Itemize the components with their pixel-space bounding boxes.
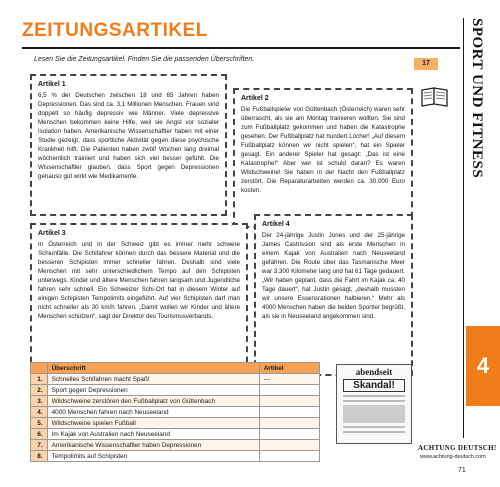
- brand-name: ACHTUNG DEUTSCH!: [418, 444, 497, 452]
- row-answer[interactable]: [259, 385, 319, 396]
- row-answer[interactable]: [259, 407, 319, 418]
- title-divider: [22, 47, 460, 49]
- table-row: [31, 440, 320, 451]
- row-answer[interactable]: [259, 451, 319, 462]
- row-answer[interactable]: [259, 418, 319, 429]
- side-divider: [463, 18, 464, 438]
- article-heading: Artikel 2: [241, 95, 269, 102]
- newspaper-text-line: [343, 400, 405, 402]
- newspaper-headline: Skandal!: [343, 379, 405, 392]
- table-row: [31, 407, 320, 418]
- row-headline: 4000 Menschen fahren nach Neuseeland: [47, 407, 259, 418]
- table-header-headline: Überschrift: [47, 363, 259, 374]
- article-text: Der 24-jährige Justin Jones und der 25-jährige James Castrission sind als erste Menschen in einem Kajak von Australien nach Neuseeland gefahren. Die Route über das Tasmanische Meer war 3.300 Kilometer lang und hat 61 Tage gedauert. „Wir haben geplant, dass die Fahrt im Kajak ca. 40 Tage dauert“, hat Justin gesagt, „deshalb mussten wir unsere Essensrationen halbieren.“ Mehr als 4000 Menschen haben die beiden Sportler begrüßt, als sie in Neuseeland angekommen sind.: [262, 232, 405, 320]
- row-answer[interactable]: ---: [259, 374, 319, 385]
- instruction-text: Lesen Sie die Zeitungsartikel. Finden Sie die passenden Überschriften.: [34, 56, 255, 63]
- brand-url: www.achtung-deutsch.com: [420, 454, 486, 460]
- article-text: In Österreich und in der Schweiz gibt es immer mehr schwere Schiunfälle. Die Schifahrer können durch das bessere Material und die besseren Schipisten immer schneller fahren. Deshalb sind viele Menschen mit sehr unterschiedlichem Tempo auf den Schipisten unterwegs. Kinder und ältere Menschen fahren langsam und Jugendliche fahren sehr schnell. Ein Schweizer Schi-Ort hat in diesem Winter auf einigen Schipisten Tempolimits eingeführt. Auf vier Schipisten darf man nicht schneller als 30 km/h fahren. „Damit wollen wir Kinder und ältere Menschen schützen“, sagt der Direktor des Tourismusverbands.: [38, 241, 240, 320]
- matching-table: [30, 362, 320, 462]
- row-headline: Schnelles Schifahren macht Spaß!: [47, 374, 259, 385]
- row-number: 5.: [31, 418, 48, 429]
- table-row: [31, 451, 320, 462]
- article-3: [30, 223, 248, 383]
- row-answer[interactable]: [259, 429, 319, 440]
- page-title: ZEITUNGSARTIKEL: [22, 20, 208, 41]
- newspaper-text-line: [343, 426, 405, 428]
- section-title: SPORT UND FITNESS: [469, 18, 485, 179]
- table-header-row: [31, 363, 320, 374]
- row-headline: Wildschweine zerstören den Fußballplatz von Güttenbach: [47, 396, 259, 407]
- newspaper-text-line: [343, 395, 405, 397]
- newspaper-photo: [343, 405, 405, 423]
- row-answer[interactable]: [259, 396, 319, 407]
- row-number: 8.: [31, 451, 48, 462]
- row-number: 3.: [31, 396, 48, 407]
- newspaper-illustration: [336, 364, 412, 444]
- table-header-blank: [31, 363, 48, 374]
- article-heading: Artikel 3: [38, 230, 66, 237]
- row-headline: Amerikanische Wissenschaftler haben Depressionen: [47, 440, 259, 451]
- row-number: 6.: [31, 429, 48, 440]
- table-row: [31, 374, 320, 385]
- table-row: [31, 385, 320, 396]
- row-number: 2.: [31, 385, 48, 396]
- article-2: [233, 88, 413, 228]
- row-headline: Im Kajak von Australien nach Neuseeland: [47, 429, 259, 440]
- row-number: 1.: [31, 374, 48, 385]
- row-number: 4.: [31, 407, 48, 418]
- row-answer[interactable]: [259, 440, 319, 451]
- table-header-article: Artikel: [259, 363, 319, 374]
- article-heading: Artikel 4: [262, 221, 290, 228]
- table-row: [31, 396, 320, 407]
- table-row: [31, 429, 320, 440]
- row-headline: Wildschweine spielen Fußball: [47, 418, 259, 429]
- row-headline: Sport gegen Depressionen: [47, 385, 259, 396]
- chapter-tab: 4: [466, 326, 500, 406]
- newspaper-masthead: abendseit: [355, 367, 393, 377]
- article-1: [30, 74, 227, 216]
- open-book-icon: [420, 84, 450, 108]
- article-text: 6,5 % der Deutschen zwischen 18 und 65 Jahren haben Depressionen. Das sind ca. 3,1 Millionen Menschen. Frauen sind doppelt so häufig depressiv wie Männer. Viele depressive Menschen bekommen keine Hilfe, weil sie Angst vor sozialer Isolation haben. Amerikanische Wissenschaftler haben mit einer Studie gezeigt, dass sportliche Aktivität gegen diese psychische Krankheit hilft. Die Patienten haben zwölf Wochen lang dreimal wöchentlich trainiert und haben sich viel besser gefühlt. Die Wissenschaftler glauben, dass Sport gegen Depressionen genauso gut wirkt wie Medikamente.: [38, 92, 219, 180]
- row-number: 7.: [31, 440, 48, 451]
- article-4: [254, 214, 413, 376]
- exercise-number: 17: [414, 58, 438, 70]
- newspaper-text-line: [343, 431, 405, 433]
- table-row: [31, 418, 320, 429]
- page-number: 71: [458, 467, 466, 474]
- article-text: Die Fußballspieler von Güttenbach (Österreich) waren sehr überrascht, als sie am Montag trainieren wollten. Sie sind zum Fußballplatz gekommen und haben die Katastrophe gesehen: Der Fußballplatz hat hundert Löcher! „Auf diesem Fußballplatz können wir nicht spielen“, hat ein Spieler gesagt. Ein anderer Spieler hat gesagt: „Das ist eine Katastrophe!“ Aber wer ist schuld daran? Es waren Wildschweine! Sie haben in der Nacht den Fußballplatz zerstört. Die Reparaturarbeiten werden ca. 30.000 Euro kosten.: [241, 106, 405, 194]
- row-headline: Tempolimits auf Schipisten: [47, 451, 259, 462]
- article-heading: Artikel 1: [38, 81, 66, 88]
